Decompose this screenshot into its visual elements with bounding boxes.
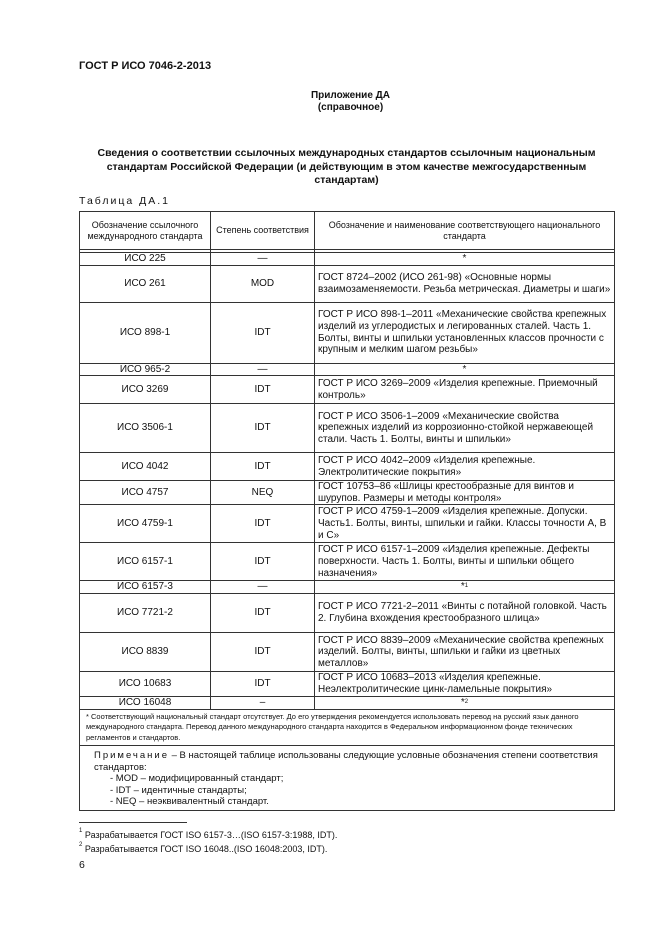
international-standard-cell: ИСО 4759-1 [80, 505, 211, 543]
national-standard-text: ГОСТ Р ИСО 7721-2–2011 «Винты с потайной головкой. Часть 2. Глубина вхождения крестообразного шлица» [318, 601, 607, 624]
national-standard-cell [315, 404, 615, 453]
note-label: Примечание [94, 750, 169, 762]
page-number: 6 [79, 859, 85, 871]
table-row [80, 581, 615, 594]
international-standard-cell: ИСО 4042 [80, 453, 211, 481]
table-row [80, 404, 615, 453]
international-standard-cell: ИСО 261 [80, 265, 211, 302]
column-header-national: Обозначение и наименование соответствующего национального стандарта [315, 212, 615, 250]
table-footnote: * Соответствующий национальный стандарт отсутствует. До его утверждения рекомендуется использовать перевод на русский язык данного международного стандарта. Перевод данного международного стандарта находится в Федеральном информационном фонде технических регламентов и стандартов. [80, 709, 615, 746]
table-row [80, 505, 615, 543]
international-standard-cell: ИСО 898-1 [80, 302, 211, 363]
national-standard-cell [315, 481, 615, 505]
column-header-international: Обозначение ссылочного международного стандарта [80, 212, 211, 250]
table-row [80, 632, 615, 671]
table-row [80, 302, 615, 363]
column-header-degree: Степень соответствия [211, 212, 315, 250]
degree-cell: IDT [211, 543, 315, 581]
national-standard-text: ГОСТ Р ИСО 3269–2009 «Изделия крепежные. Приемочный контроль» [318, 378, 598, 401]
footnote-separator [79, 822, 187, 823]
national-standard-cell [315, 505, 615, 543]
international-standard-cell: ИСО 225 [80, 253, 211, 266]
degree-cell: IDT [211, 505, 315, 543]
page-footnote-text: Разрабатывается ГОСТ ISO 16048..(ISO 16048:2003, IDT). [84, 844, 328, 854]
national-standard-cell [315, 363, 615, 376]
national-standard-text: ГОСТ 10753–86 «Шлицы крестообразные для винтов и шурупов. Размеры и методы контроля» [318, 481, 574, 504]
document-header: ГОСТ Р ИСО 7046-2-2013 [79, 60, 212, 72]
national-standard-text: ГОСТ Р ИСО 8839–2009 «Механические свойства крепежных изделий. Болты, винты, шпильки и гайки из цветных металлов» [318, 634, 604, 669]
table-row [80, 265, 615, 302]
table-note [80, 746, 615, 811]
national-standard-cell [315, 543, 615, 581]
national-standard-text: ГОСТ Р ИСО 6157-1–2009 «Изделия крепежные. Дефекты поверхности. Часть 1. Болты, винты и шпильки общего назначения» [318, 544, 590, 579]
international-standard-cell: ИСО 3269 [80, 376, 211, 404]
table-row [80, 671, 615, 696]
page-footnote-1 [79, 830, 337, 840]
table-row [80, 481, 615, 505]
international-standard-cell: ИСО 6157-1 [80, 543, 211, 581]
page-footnote-number: 2 [79, 842, 83, 848]
international-standard-cell: ИСО 4757 [80, 481, 211, 505]
international-standard-cell: ИСО 10683 [80, 671, 211, 696]
national-standard-cell [315, 581, 615, 594]
degree-cell: — [211, 581, 315, 594]
international-standard-cell: ИСО 16048 [80, 696, 211, 709]
national-standard-cell [315, 265, 615, 302]
national-standard-cell [315, 453, 615, 481]
note-item: - NEQ – неэквивалентный стандарт. [110, 796, 269, 808]
national-standard-text: ГОСТ 8724–2002 (ИСО 261-98) «Основные нормы взаимозаменяемости. Резьба метрическая. Диаметры и шаги» [318, 272, 611, 295]
table-row [80, 696, 615, 709]
international-standard-cell: ИСО 965-2 [80, 363, 211, 376]
international-standard-cell: ИСО 6157-3 [80, 581, 211, 594]
degree-cell: IDT [211, 593, 315, 632]
degree-cell: MOD [211, 265, 315, 302]
degree-cell: — [211, 253, 315, 266]
table-row [80, 543, 615, 581]
national-standard-text: ГОСТ Р ИСО 898-1–2011 «Механические свойства крепежных изделий из углеродистых и легированных сталей. Часть 1. Болты, винты и шпильки установленных классов прочности с крупным и мелким шагом резьбы» [318, 309, 607, 356]
national-standard-text: ГОСТ Р ИСО 4042–2009 «Изделия крепежные. Электролитические покрытия» [318, 455, 536, 478]
national-standard-cell [315, 593, 615, 632]
national-standard-cell [315, 376, 615, 404]
national-standard-cell [315, 632, 615, 671]
degree-cell: IDT [211, 671, 315, 696]
national-standard-cell [315, 253, 615, 266]
note-item: - MOD – модифицированный стандарт; [110, 773, 284, 785]
standards-table [79, 211, 615, 811]
international-standard-cell: ИСО 8839 [80, 632, 211, 671]
page-footnote-2 [79, 844, 327, 854]
degree-cell: IDT [211, 453, 315, 481]
national-standard-text: * [460, 696, 465, 708]
degree-cell: IDT [211, 376, 315, 404]
degree-cell: IDT [211, 302, 315, 363]
appendix-subtitle: (справочное) [317, 102, 384, 113]
degree-cell: — [211, 363, 315, 376]
note-text: – В настоящей таблице использованы следующие условные обозначения степени соответствия стандартов: [94, 750, 598, 773]
table-caption: Таблица ДА.1 [79, 195, 170, 207]
note-item: - IDT – идентичные стандарты; [110, 784, 247, 796]
national-standard-text: ГОСТ Р ИСО 10683–2013 «Изделия крепежные. Неэлектролитические цинк-ламельные покрытия» [318, 672, 553, 695]
national-standard-cell [315, 302, 615, 363]
national-standard-text: * [462, 363, 467, 375]
table-row [80, 376, 615, 404]
page-footnote-number: 1 [79, 828, 83, 834]
appendix-title: Приложение ДА [310, 90, 391, 101]
table-row [80, 593, 615, 632]
national-standard-cell [315, 696, 615, 709]
page-footnote-text: Разрабатывается ГОСТ ISO 6157-3…(ISO 6157-3:1988, IDT). [84, 830, 338, 840]
national-standard-text: ГОСТ Р ИСО 4759-1–2009 «Изделия крепежные. Допуски. Часть1. Болты, винты, шпильки и гайки. Классы точности А, В и С» [318, 506, 607, 541]
degree-cell: NEQ [211, 481, 315, 505]
table-row [80, 253, 615, 266]
degree-cell: IDT [211, 632, 315, 671]
international-standard-cell: ИСО 3506-1 [80, 404, 211, 453]
national-standard-text: * [462, 253, 467, 264]
footnote-marker: 2 [464, 698, 469, 705]
degree-cell: – [211, 696, 315, 709]
footnote-marker: 1 [464, 583, 469, 590]
section-title: Сведения о соответствии ссылочных международных стандартов ссылочным национальным стандартам Российской Федерации (и действующим в этом качестве межгосударственным стандартам) [97, 147, 596, 186]
national-standard-cell [315, 671, 615, 696]
international-standard-cell: ИСО 7721-2 [80, 593, 211, 632]
table-row [80, 453, 615, 481]
national-standard-text: ГОСТ Р ИСО 3506-1–2009 «Механические свойства крепежных изделий из коррозионно-стойкой нержавеющей стали. Часть 1. Болты, винты и шпильки» [318, 410, 594, 445]
table-row [80, 363, 615, 376]
national-standard-text: * [460, 581, 465, 593]
degree-cell: IDT [211, 404, 315, 453]
